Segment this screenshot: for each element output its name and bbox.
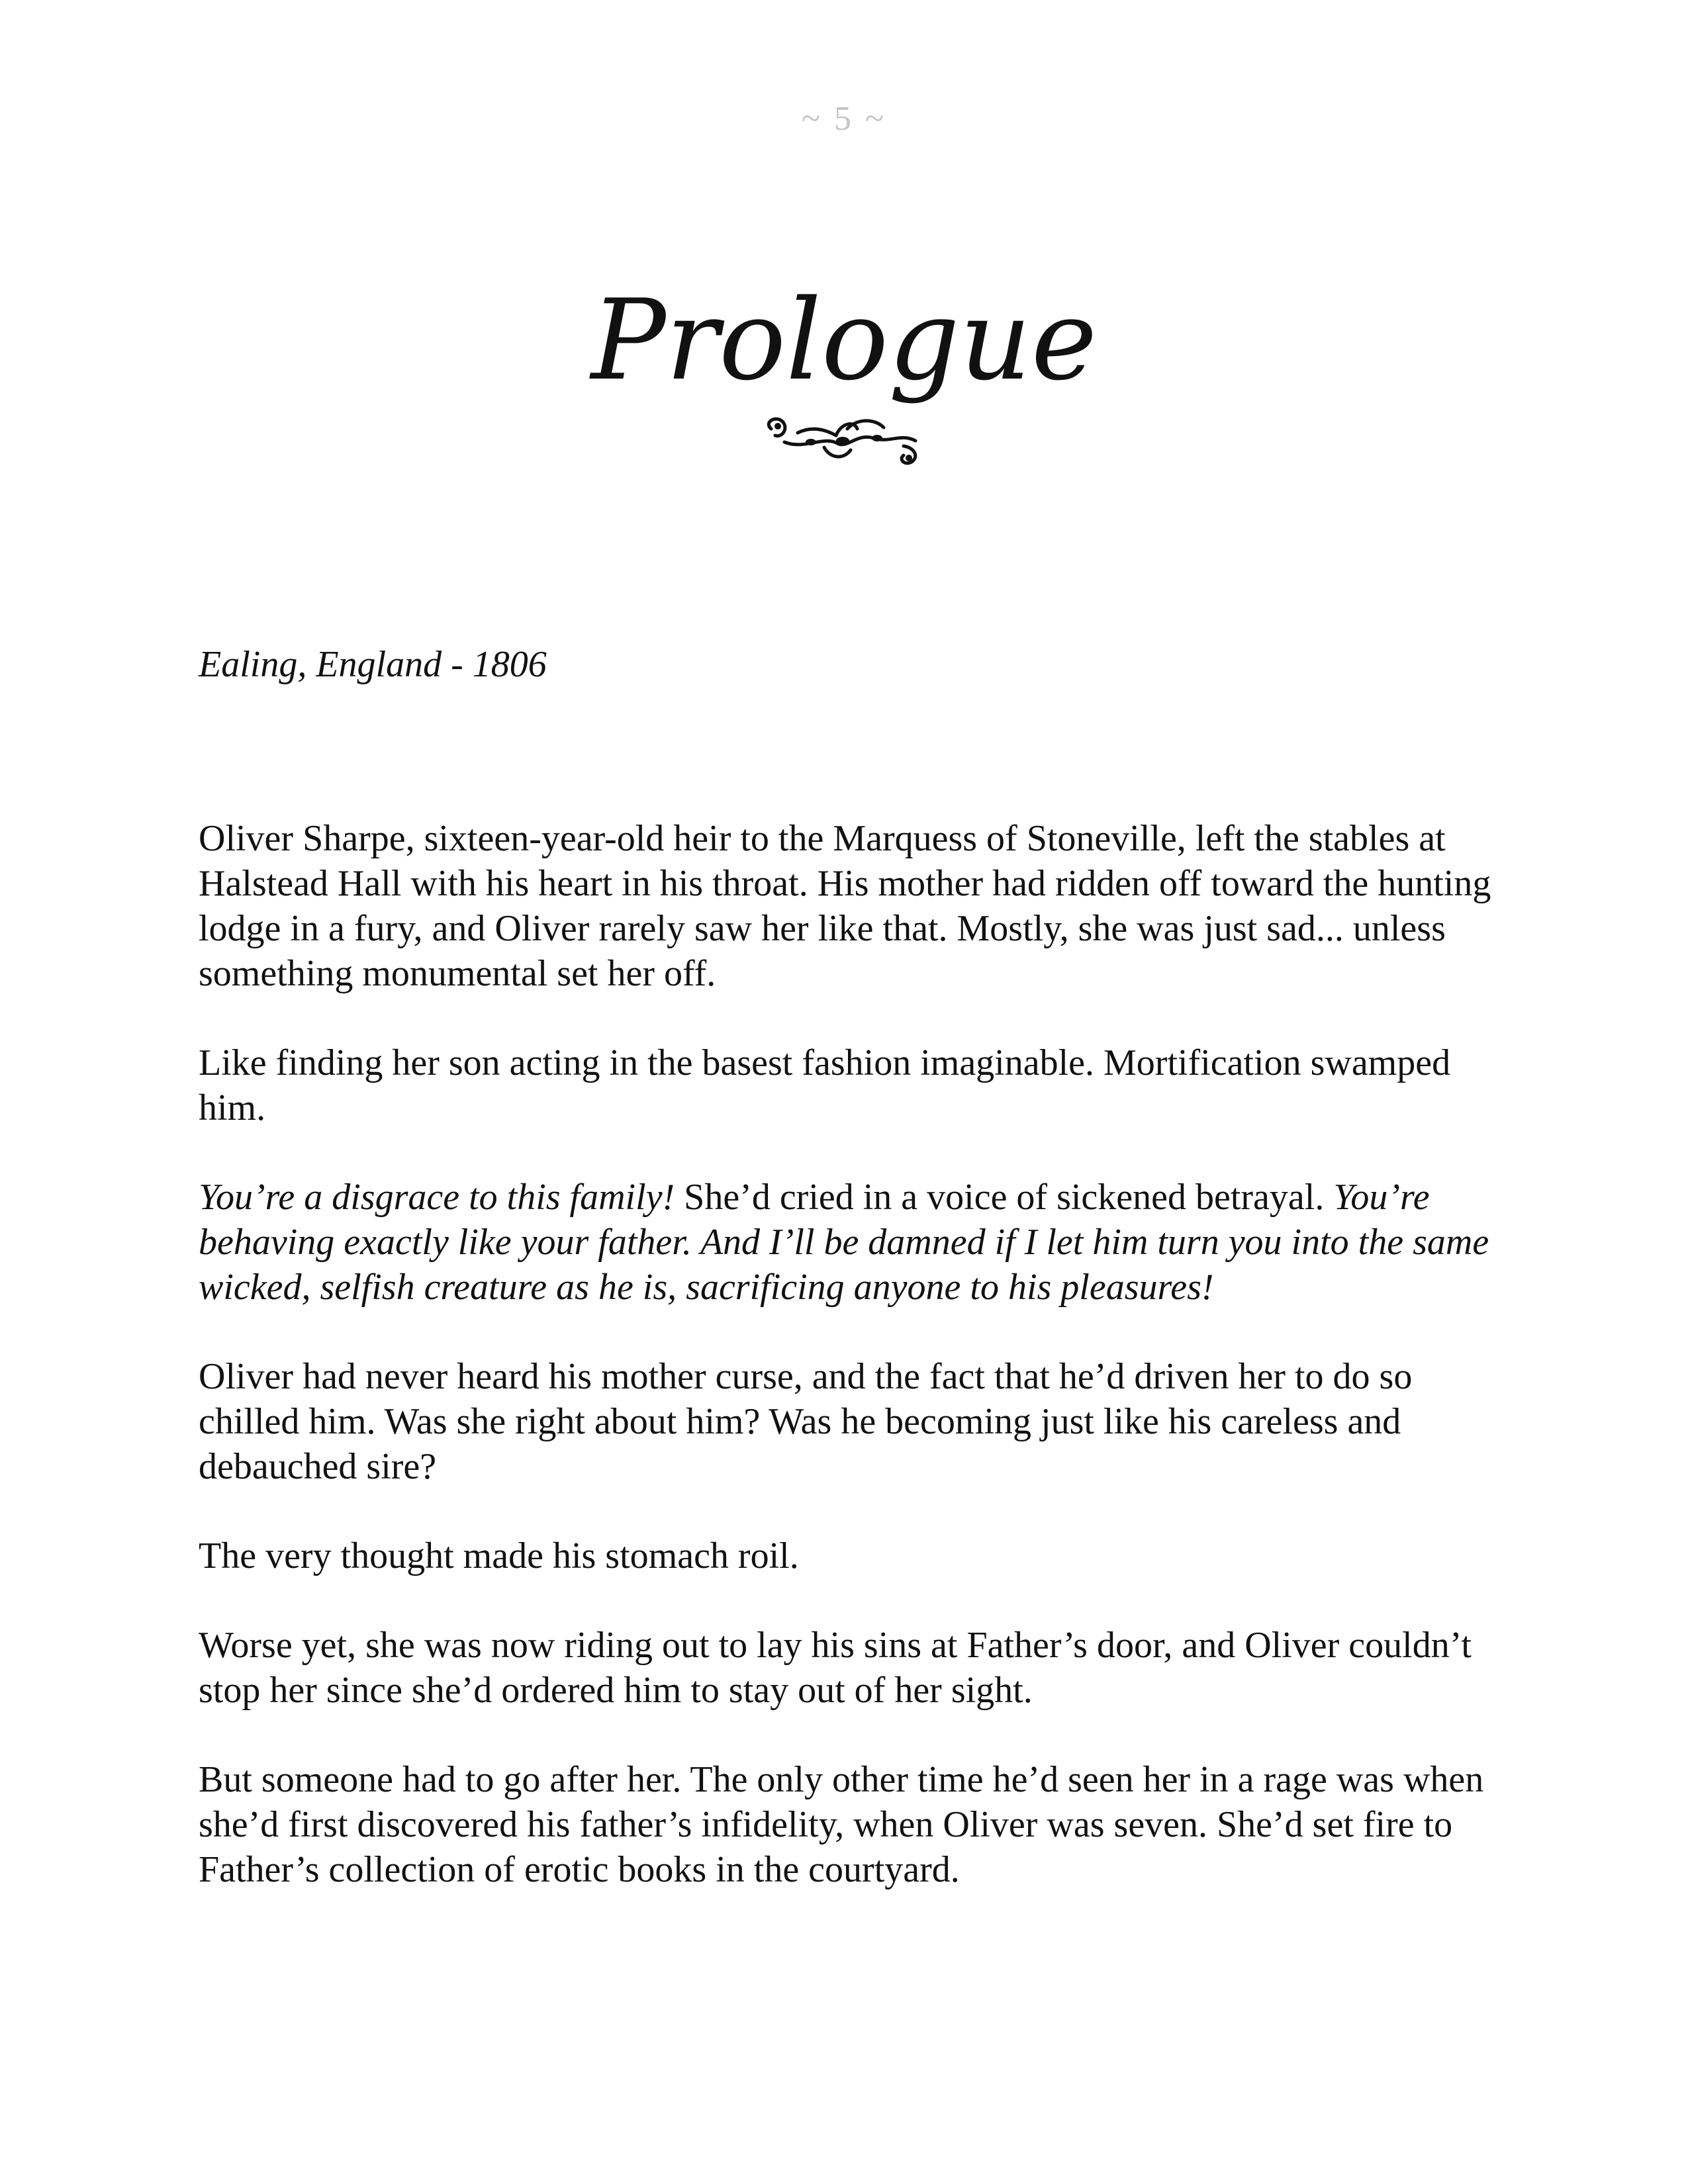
dialogue-italic-tail: You’re behaving exactly like your father. And I’ll be damned if I let him turn you into the same wicked, selfish creature as he is, sacrificing anyone to his pleasures! — [199, 1177, 1489, 1308]
page-number: ~ 5 ~ — [801, 100, 887, 138]
paragraph-7: But someone had to go after her. The only other time he’d seen her in a rage was when she’d first discovered his father’s infidelity, when Oliver was seven. She’d set fire to Father’s collection of erotic books in the courtyard. — [199, 1759, 1484, 1890]
paragraph-4: Oliver had never heard his mother curse, and the fact that he’d driven her to do so chilled him. Was she right about him? Was he becoming just like his careless and debauched sire? — [199, 1356, 1413, 1487]
prologue-text — [199, 642, 1496, 1892]
paragraph-6: Worse yet, she was now riding out to lay his sins at Father’s door, and Oliver couldn’t stop her since she’d ordered him to stay out of her sight. — [199, 1625, 1472, 1711]
decorative-scroll-icon — [758, 409, 930, 469]
chapter-title: Prologue — [590, 275, 1098, 405]
setting-line: Ealing, England - 1806 — [199, 644, 547, 685]
dialogue-narration: She’d cried in a voice of sickened betrayal. — [675, 1177, 1334, 1218]
paragraph-1: Oliver Sharpe, sixteen-year-old heir to the Marquess of Stoneville, left the stables at Halstead Hall with his heart in his throat. His mother had ridden off toward the hunting lodge in a fury, and Oliver rarely saw her like that. Mostly, she was just sad... unless something monumental set her off. — [199, 818, 1491, 994]
paragraph-3 — [199, 1175, 1496, 1310]
paragraph-2: Like finding her son acting in the basest fashion imaginable. Mortification swamped him. — [199, 1042, 1451, 1128]
dialogue-italic-lead: You’re a disgrace to this family! — [199, 1177, 675, 1218]
paragraph-5: The very thought made his stomach roil. — [199, 1535, 799, 1576]
